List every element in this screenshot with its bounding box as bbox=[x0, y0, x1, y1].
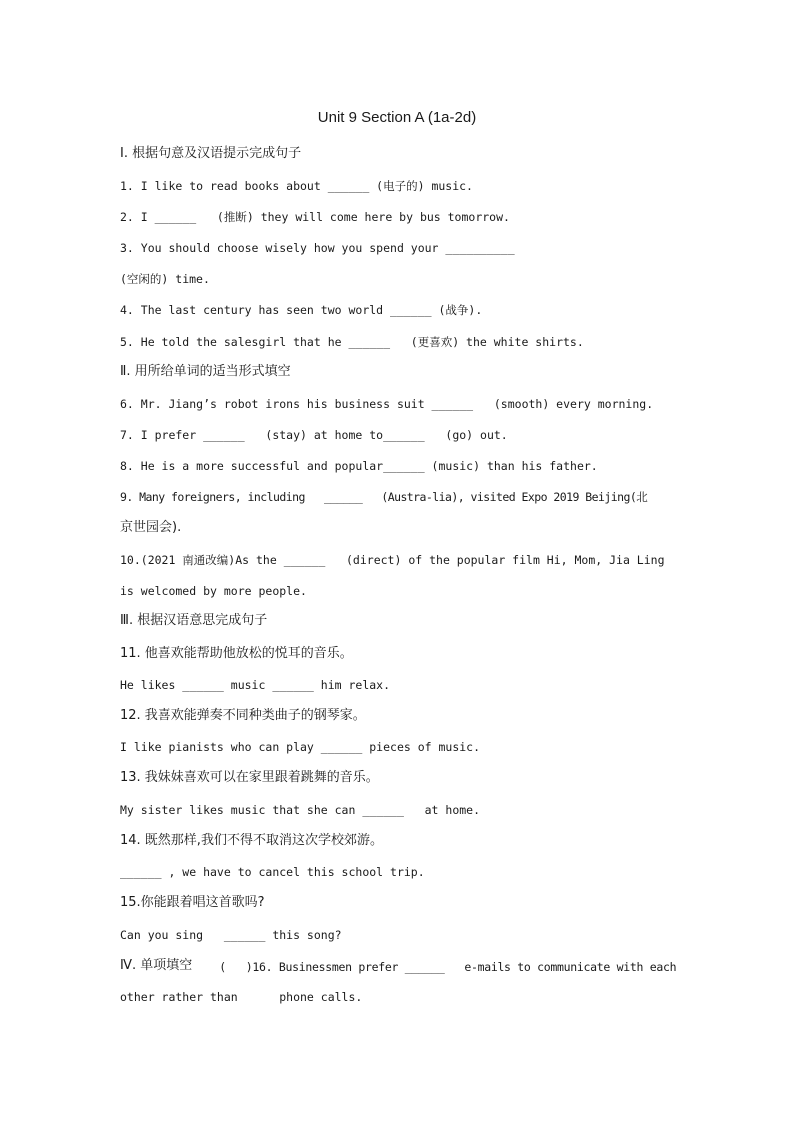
question-15-chinese: 15.你能跟着唱这首歌吗? bbox=[120, 895, 265, 910]
question-11-english: He likes ______ music ______ him relax. bbox=[120, 678, 391, 692]
question-4: 4. The last century has seen two world ______ (战争). bbox=[120, 303, 483, 317]
section-2-heading: Ⅱ. 用所给单词的适当形式填空 bbox=[120, 364, 291, 379]
question-1: 1. I like to read books about ______ (电子的) music. bbox=[120, 179, 473, 193]
question-9: 9. Many foreigners, including ______ (Austra-lia), visited Expo 2019 Beijing(北 bbox=[120, 490, 648, 504]
question-16: ( )16. Businessmen prefer ______ e-mails to communicate with each bbox=[206, 960, 677, 974]
question-11-chinese: 11. 他喜欢能帮助他放松的悦耳的音乐。 bbox=[120, 646, 353, 661]
section-4-heading: Ⅳ. 单项填空 bbox=[120, 958, 193, 973]
section-3-heading: Ⅲ. 根据汉语意思完成句子 bbox=[120, 613, 268, 628]
question-14-english: ______ , we have to cancel this school trip. bbox=[120, 865, 425, 879]
question-16-continued: other rather than phone calls. bbox=[120, 990, 363, 1004]
question-13-chinese: 13. 我妹妹喜欢可以在家里跟着跳舞的音乐。 bbox=[120, 770, 379, 785]
question-13-english: My sister likes music that she can ______ at home. bbox=[120, 803, 481, 817]
question-5: 5. He told the salesgirl that he ______ (更喜欢) the white shirts. bbox=[120, 335, 584, 349]
question-8: 8. He is a more successful and popular______ (music) than his father. bbox=[120, 459, 598, 473]
question-12-chinese: 12. 我喜欢能弹奏不同种类曲子的钢琴家。 bbox=[120, 708, 366, 723]
question-15-english: Can you sing ______ this song? bbox=[120, 928, 342, 942]
page-title: Unit 9 Section A (1a-2d) bbox=[317, 109, 477, 126]
question-7: 7. I prefer ______ (stay) at home to______ (go) out. bbox=[120, 428, 508, 442]
question-14-chinese: 14. 既然那样,我们不得不取消这次学校郊游。 bbox=[120, 833, 383, 848]
question-3-continued: (空闲的) time. bbox=[120, 272, 210, 286]
section-1-heading: Ⅰ. 根据句意及汉语提示完成句子 bbox=[120, 146, 302, 161]
question-6: 6. Mr. Jiang’s robot irons his business suit ______ (smooth) every morning. bbox=[120, 397, 654, 411]
question-10-continued: is welcomed by more people. bbox=[120, 584, 307, 598]
question-10: 10.(2021 南通改编)As the ______ (direct) of the popular film Hi, Mom, Jia Ling bbox=[120, 553, 665, 567]
question-9-continued: 京世园会). bbox=[120, 520, 182, 535]
question-3: 3. You should choose wisely how you spend your __________ bbox=[120, 241, 515, 255]
question-2: 2. I ______ (推断) they will come here by bus tomorrow. bbox=[120, 210, 510, 224]
question-12-english: I like pianists who can play ______ pieces of music. bbox=[120, 740, 481, 754]
